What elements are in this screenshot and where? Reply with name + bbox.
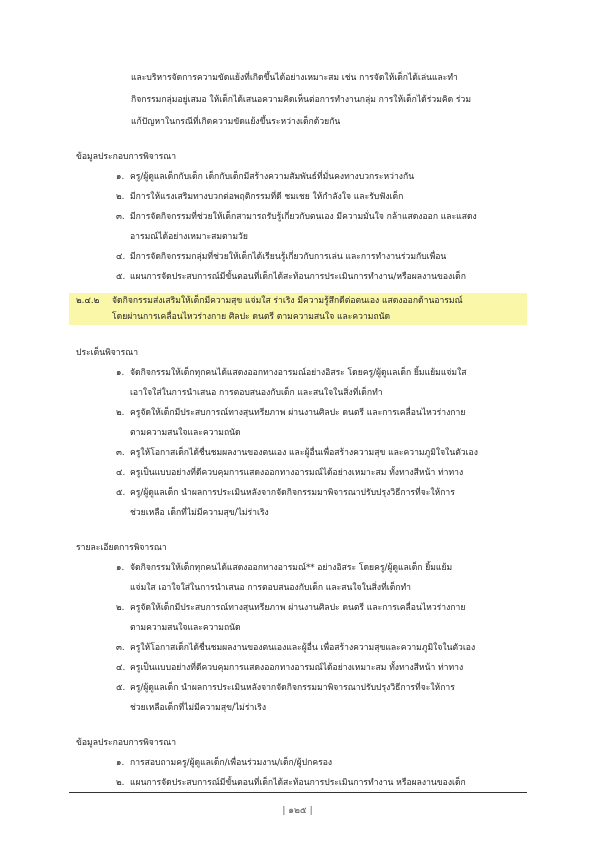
list-text: การสอบถามครู/ผู้ดูแลเด็ก/เพื่อนร่วมงาน/เด็ก/ผู้ปกครอง: [130, 758, 333, 768]
section-heading-considerations: ประเด็นพิจารณา: [76, 348, 139, 358]
list-number: ๒.: [116, 192, 125, 202]
list-number: ๓.: [116, 643, 125, 653]
list-item: [116, 642, 475, 655]
list-item: [116, 367, 467, 380]
intro-line-1: และบริหารจัดการความขัดแย้งที่เกิดขึ้นได้อย่างเหมาะสม เช่น การจัดให้เด็กได้เล่นและทำ: [131, 73, 458, 83]
list-text: จัดกิจกรรมให้เด็กทุกคนได้แสดงออกทางอารมณ์อย่างอิสระ โดยครู/ผู้ดูแลเด็ก ยิ้มแย้มแจ่มใส: [130, 368, 467, 378]
list-number: ๕.: [116, 272, 126, 282]
list-text: มีการให้แรงเสริมทางบวกต่อพฤติกรรมที่ดี ชมเชย ให้กำลังใจ และรับฟังเด็ก: [130, 192, 404, 202]
list-item: [116, 171, 414, 184]
list-item: [116, 271, 466, 284]
list-text: ครู/ผู้ดูแลเด็ก นำผลการประเมินหลังจากจัดกิจกรรมมาพิจารณาปรับปรุงวิธีการที่จะให้การ: [130, 683, 455, 693]
list-item: [116, 487, 455, 500]
list-item: [116, 562, 452, 575]
list-item: [116, 211, 477, 224]
list-text: ครูให้โอกาสเด็กได้ชื่นชมผลงานของตนเอง และผู้อื่นเพื่อสร้างความสุข และความภูมิใจในตัวเอง: [130, 448, 478, 458]
list-item: [116, 682, 455, 695]
highlight-heading-line-2: โดยผ่านการเคลื่อนไหวร่างกาย ศิลปะ ดนตรี ตามความสนใจ และความถนัด: [112, 312, 391, 322]
highlight-heading-line-1: [76, 295, 463, 308]
list-number: ๑.: [116, 563, 125, 573]
footer-divider: [69, 792, 527, 793]
list-item: [116, 467, 463, 480]
list-item: [116, 662, 463, 675]
list-item: [116, 251, 446, 264]
list-text: แผนการจัดประสบการณ์มีขั้นตอนที่เด็กได้สะท้อนการประเมินการทำงาน หรือผลงานของเด็ก: [130, 778, 466, 788]
list-text-continued: อารมณ์ได้อย่างเหมาะสมตามวัย: [130, 232, 248, 242]
section-number: ๒.๔.๒: [76, 296, 100, 306]
intro-line-3: แก้ปัญหาในกรณีที่เกิดความขัดแย้งขึ้นระหว่างเด็กด้วยกัน: [131, 117, 341, 127]
list-number: ๑.: [116, 758, 125, 768]
list-number: ๒.: [116, 408, 125, 418]
list-number: ๕.: [116, 488, 126, 498]
section-heading-supporting-info: ข้อมูลประกอบการพิจารณา: [76, 152, 177, 162]
list-text: ครูจัดให้เด็กมีประสบการณ์ทางสุนทรียภาพ ผ่านงานศิลปะ ดนตรี และการเคลื่อนไหวร่างกาย: [130, 408, 466, 418]
list-text-continued: ตามความสนใจและความถนัด: [130, 428, 241, 438]
list-text: มีการจัดกิจกรรมกลุ่มที่ช่วยให้เด็กได้เรียนรู้เกี่ยวกับการเล่น และการทำงานร่วมกับเพื่อน: [130, 252, 447, 262]
highlight-text: จัดกิจกรรมส่งเสริมให้เด็กมีความสุข แจ่มใส ร่าเริง มีความรู้สึกดีต่อตนเอง แสดงออกด้านอารมณ์: [112, 296, 463, 306]
list-item: [116, 447, 478, 460]
list-item: [116, 777, 466, 790]
list-text-continued: ตามความสนใจและความถนัด: [130, 623, 241, 633]
list-number: ๓.: [116, 448, 125, 458]
list-number: ๕.: [116, 683, 126, 693]
list-text: จัดกิจกรรมให้เด็กทุกคนได้แสดงออกทางอารมณ์** อย่างอิสระ โดยครู/ผู้ดูแลเด็ก ยิ้มแย้ม: [130, 563, 453, 573]
list-text: แผนการจัดประสบการณ์มีขั้นตอนที่เด็กได้สะท้อนการประเมินการทำงาน/หรือผลงานของเด็ก: [130, 272, 466, 282]
list-number: ๔.: [116, 252, 126, 262]
list-text: ครูเป็นแบบอย่างที่ดีควบคุมการแสดงออกทางอารมณ์ได้อย่างเหมาะสม ทั้งทางสีหน้า ท่าทาง: [130, 468, 464, 478]
list-text-continued: แจ่มใส เอาใจใส่ในการนำเสนอ การตอบสนองกับเด็ก และสนใจในสิ่งที่เด็กทำ: [130, 583, 411, 593]
page-number: | ๑๒๕ |: [282, 806, 313, 816]
list-text-continued: เอาใจใส่ในการนำเสนอ การตอบสนองกับเด็ก และสนใจในสิ่งที่เด็กทำ: [130, 388, 383, 398]
list-text: ครู/ผู้ดูแลเด็ก นำผลการประเมินหลังจากจัดกิจกรรมมาพิจารณาปรับปรุงวิธีการที่จะให้การ: [130, 488, 455, 498]
list-number: ๑.: [116, 172, 125, 182]
list-number: ๔.: [116, 468, 126, 478]
list-text: ครูจัดให้เด็กมีประสบการณ์ทางสุนทรียภาพ ผ่านงานศิลปะ ดนตรี และการเคลื่อนไหวร่างกาย: [130, 603, 466, 613]
list-number: ๒.: [116, 778, 125, 788]
list-text: มีการจัดกิจกรรมที่ช่วยให้เด็กสามารถรับรู้เกี่ยวกับตนเอง มีความมั่นใจ กล้าแสดงออก และแสดง: [130, 212, 477, 222]
list-text: ครู/ผู้ดูแลเด็กกับเด็ก เด็กกับเด็กมีสร้างความสัมพันธ์ที่มั่นคงทางบวกระหว่างกัน: [130, 172, 415, 182]
list-item: [116, 191, 403, 204]
list-number: ๑.: [116, 368, 125, 378]
list-item: [116, 407, 465, 420]
list-text-continued: ช่วยเหลือ เด็กที่ไม่มีความสุข/ไม่ร่าเริง: [130, 508, 269, 518]
list-item: [116, 757, 332, 770]
list-number: ๒.: [116, 603, 125, 613]
list-item: [116, 602, 465, 615]
section-heading-details: รายละเอียดการพิจารณา: [76, 543, 167, 553]
intro-line-2: กิจกรรมกลุ่มอยู่เสมอ ให้เด็กได้เสนอความคิดเห็นต่อการทำงานกลุ่ม การให้เด็กได้ร่วมคิด ร่วม: [131, 95, 472, 105]
list-number: ๔.: [116, 663, 126, 673]
list-text: ครูให้โอกาสเด็กได้ชื่นชมผลงานของตนเองและผู้อื่น เพื่อสร้างความสุขและความภูมิใจในตัวเอง: [130, 643, 476, 653]
list-text: ครูเป็นแบบอย่างที่ดีควบคุมการแสดงออกทางอารมณ์ได้อย่างเหมาะสม ทั้งทางสีหน้า ท่าทาง: [130, 663, 464, 673]
section-heading-supporting-info-2: ข้อมูลประกอบการพิจารณา: [76, 738, 177, 748]
list-text-continued: ช่วยเหลือเด็กที่ไม่มีความสุข/ไม่ร่าเริง: [130, 703, 267, 713]
list-number: ๓.: [116, 212, 125, 222]
